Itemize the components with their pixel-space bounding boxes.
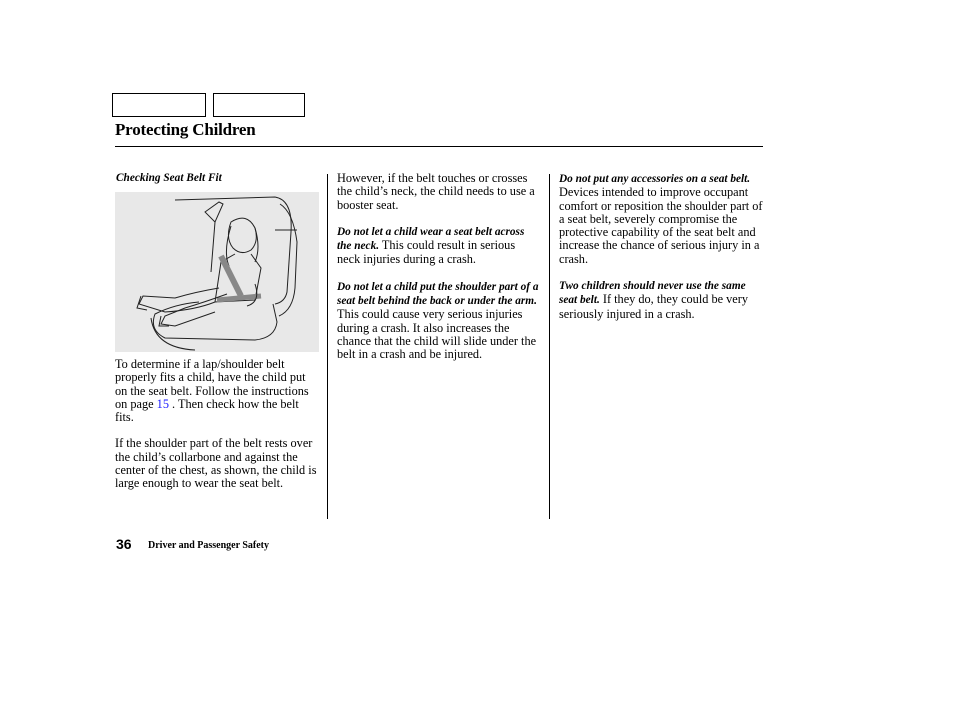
page-number: 36 bbox=[116, 536, 132, 552]
nav-box-previous[interactable] bbox=[112, 93, 206, 117]
warning-two-children-text: If they do, they could be very seriously injured in a crash. bbox=[559, 292, 748, 321]
warning-neck-heading: Do not let a child wear a seat belt across the neck. bbox=[337, 225, 525, 253]
warning-arm-heading: Do not let a child put the shoulder part of a seat belt behind the back or under the arm. bbox=[337, 280, 539, 308]
column-1 bbox=[115, 358, 319, 504]
page-title: Protecting Children bbox=[115, 120, 256, 139]
warning-two-children bbox=[559, 279, 764, 321]
child-seat-belt-illustration bbox=[115, 192, 319, 352]
warning-arm-text: This could cause very serious injuries during a crash. It also increases the chance that the child will slide under the belt in a crash and be injured. bbox=[337, 307, 537, 362]
column-3 bbox=[559, 172, 764, 334]
figure-caption: Checking Seat Belt Fit bbox=[116, 172, 222, 184]
title-rule bbox=[115, 146, 763, 147]
warning-neck bbox=[337, 225, 541, 267]
warning-arm bbox=[337, 280, 541, 362]
warning-neck-text: This could result in serious neck injuries during a crash. bbox=[337, 238, 516, 267]
paragraph-belt-fit-intro bbox=[115, 358, 319, 424]
warning-accessories-heading: Do not put any accessories on a seat belt. bbox=[559, 173, 751, 185]
column-divider-1 bbox=[327, 174, 328, 519]
text-intro-end: . Then check how the belt fits. bbox=[115, 396, 299, 425]
warning-accessories bbox=[559, 172, 764, 266]
paragraph-neck: However, if the belt touches or crosses the child’s neck, the child needs to use a booster seat. bbox=[337, 171, 535, 212]
warning-accessories-text: Devices intended to improve occupant comfort or reposition the shoulder part of a seat belt, severely compromise the protective capability of the seat belt and increase the chance of serious injury in a crash. bbox=[559, 185, 763, 266]
paragraph-shoulder-belt: If the shoulder part of the belt rests over the child’s collarbone and against the center of the chest, as shown, the child is large enough to wear the seat belt. bbox=[115, 436, 317, 491]
nav-box-next[interactable] bbox=[213, 93, 305, 117]
column-2 bbox=[337, 172, 541, 375]
section-label: Driver and Passenger Safety bbox=[148, 540, 270, 551]
page-link[interactable]: 15 bbox=[156, 396, 169, 411]
column-divider-2 bbox=[549, 174, 550, 519]
text-intro: To determine if a lap/shoulder belt properly fits a child, have the child put on the seat belt. Follow the instructions on page bbox=[115, 357, 309, 411]
warning-two-children-heading: Two children should never use the same seat belt. bbox=[559, 280, 746, 307]
